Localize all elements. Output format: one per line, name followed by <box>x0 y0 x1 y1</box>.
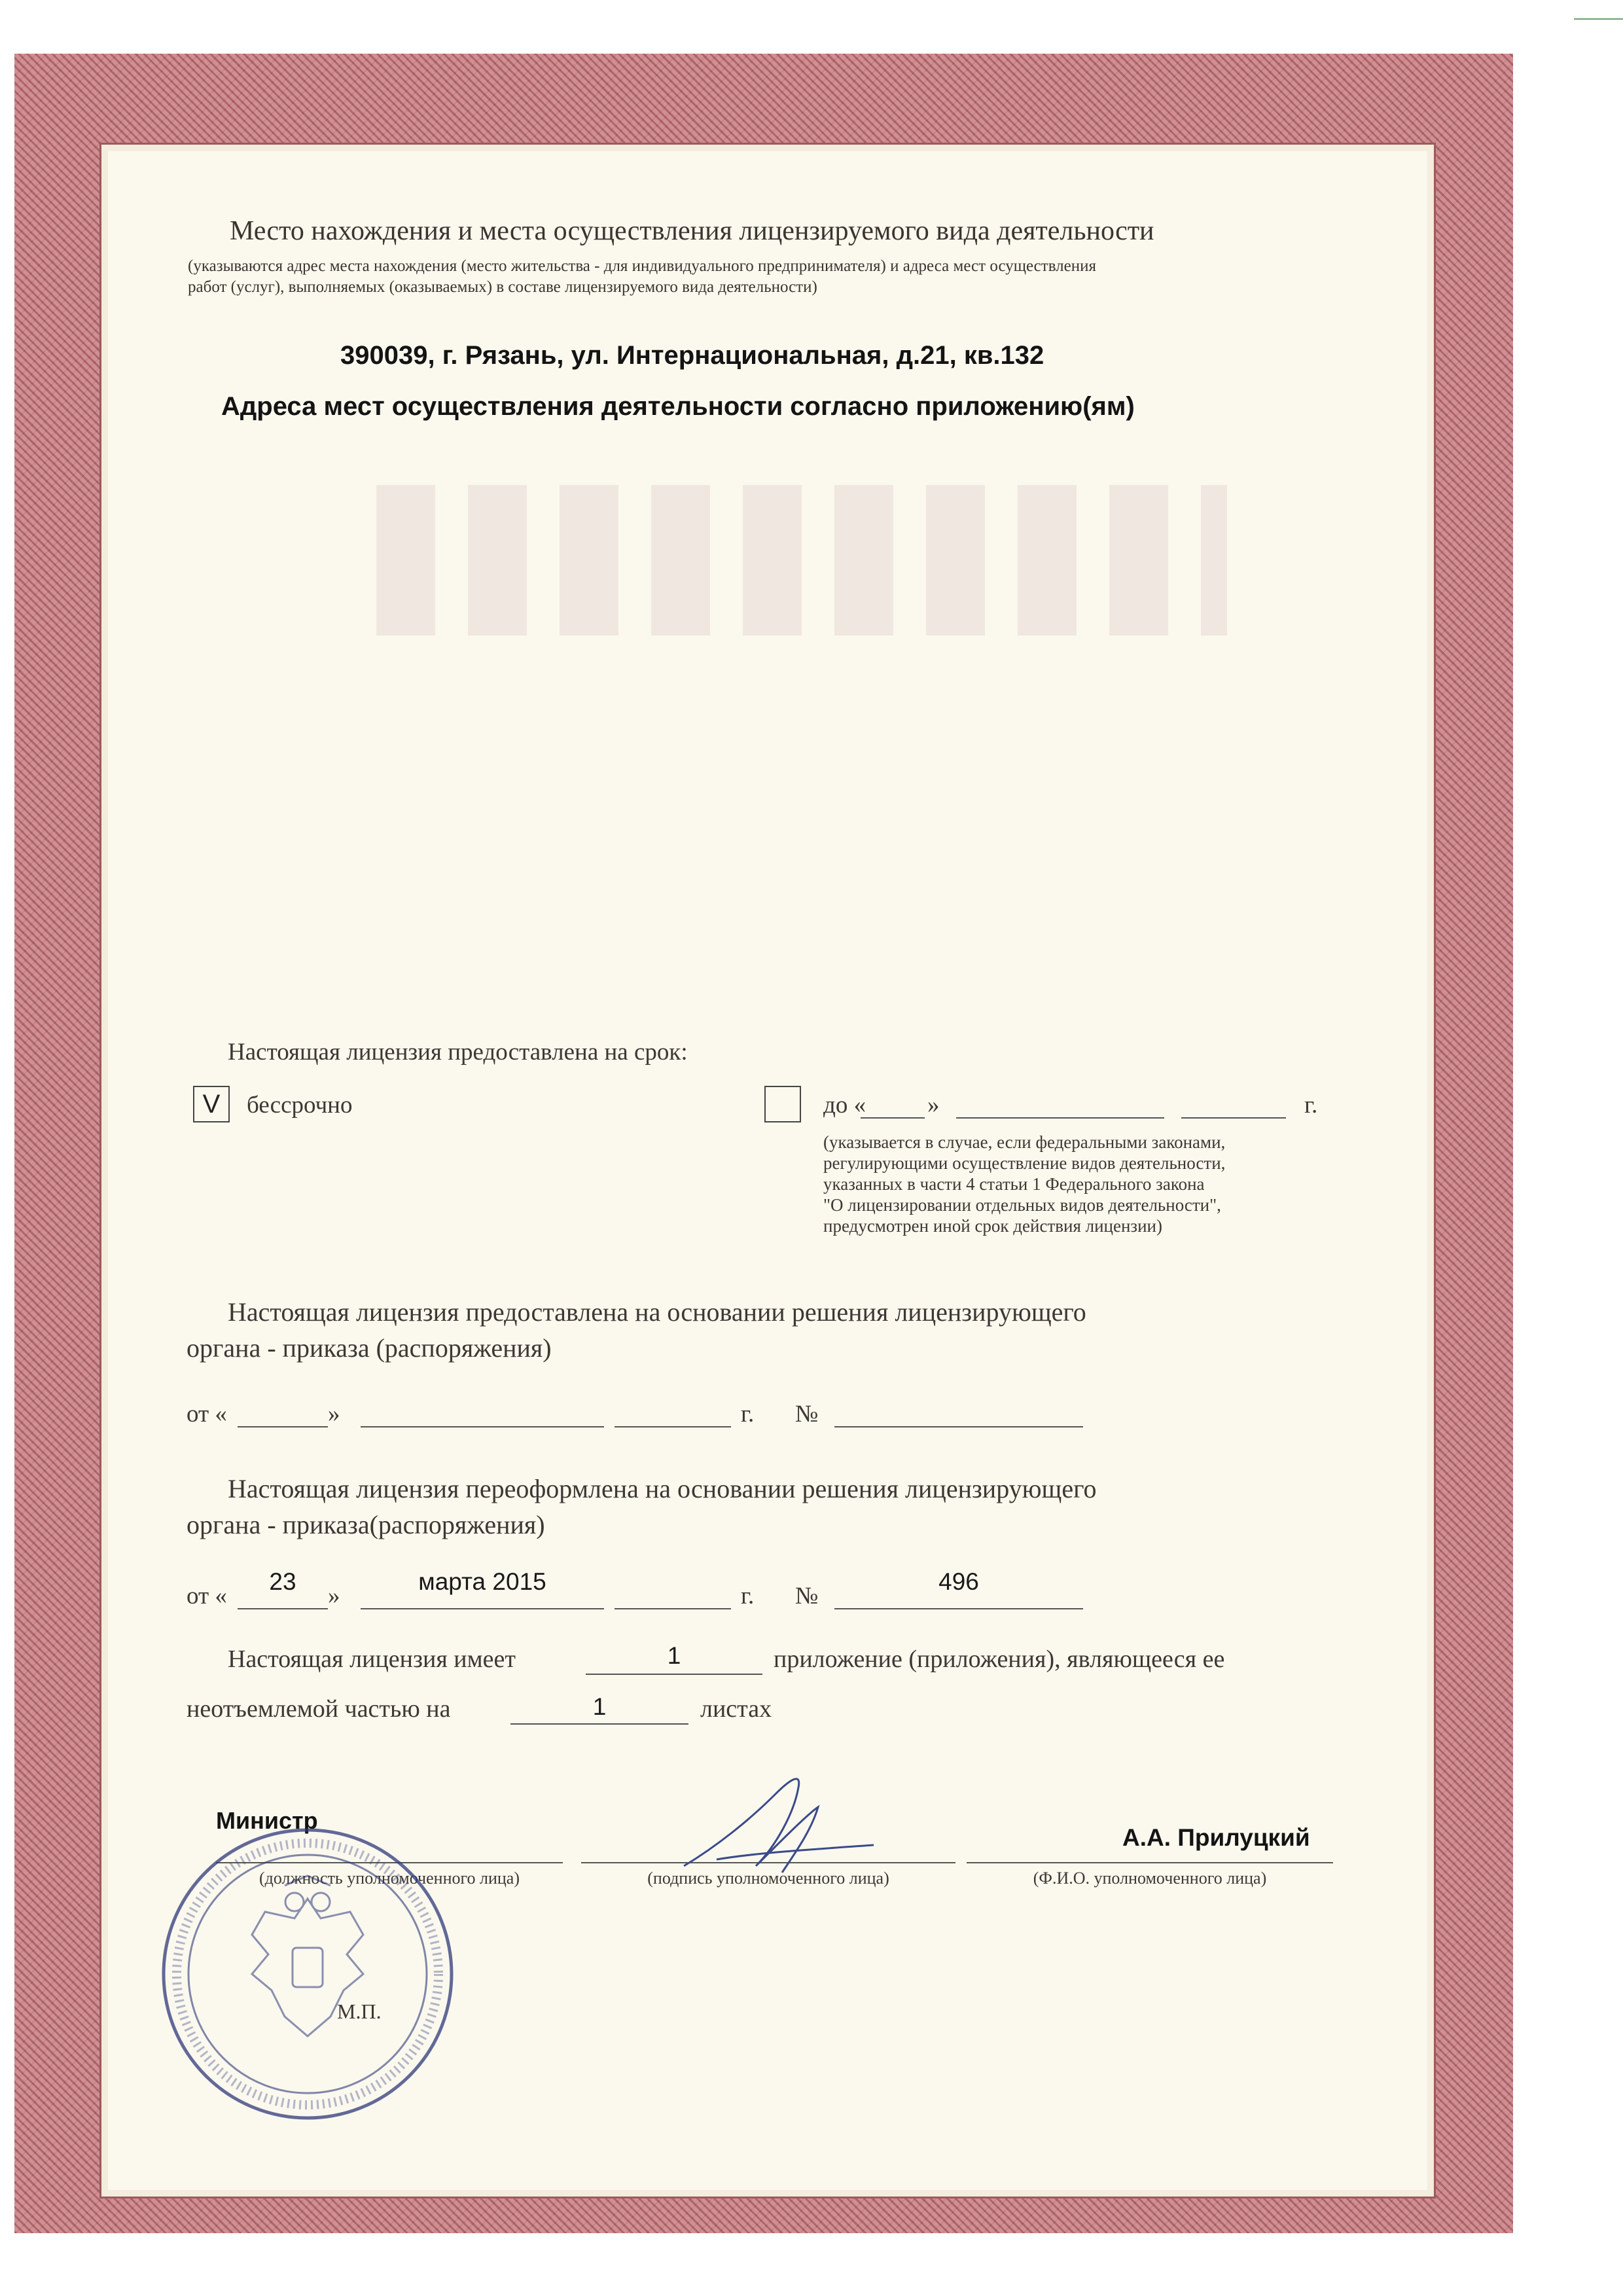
until-date-checkbox[interactable] <box>764 1086 801 1122</box>
reissue-year-suffix: г. <box>741 1583 755 1609</box>
until-mid: » <box>927 1092 940 1119</box>
until-year-line <box>1181 1117 1286 1119</box>
reissue-year-line <box>615 1608 731 1609</box>
official-stamp <box>154 1820 461 2128</box>
appendix-suffix: приложение (приложения), являющееся ее <box>774 1645 1225 1673</box>
appendix-sheets-line <box>510 1723 688 1725</box>
until-month-line <box>956 1117 1164 1119</box>
appendix-count: 1 <box>667 1642 681 1669</box>
basis-number-line <box>834 1426 1083 1427</box>
reissue-month-line <box>361 1608 604 1609</box>
appendix-line2-suffix: листах <box>700 1695 772 1723</box>
reverse-watermark <box>376 485 1227 636</box>
basis-year-suffix: г. <box>741 1401 755 1427</box>
handwritten-signature <box>677 1768 887 1879</box>
term-note-line-5: предусмотрен иной срок действия лицензии) <box>823 1216 1162 1236</box>
stamp-place-mark: М.П. <box>337 2000 382 2023</box>
reissue-day: 23 <box>269 1568 296 1595</box>
appendix-sheets: 1 <box>592 1693 607 1720</box>
basis-line-1: Настоящая лицензия предоставлена на основании решения лицензирующего <box>228 1297 1086 1327</box>
reissue-line-1: Настоящая лицензия переоформлена на основании решения лицензирующего <box>228 1474 1097 1503</box>
term-note <box>823 1132 1334 1236</box>
caption-name: (Ф.И.О. уполномоченного лица) <box>1033 1869 1267 1888</box>
basis-from-prefix: от « <box>187 1401 227 1427</box>
term-intro: Настоящая лицензия предоставлена на срок: <box>228 1039 688 1066</box>
basis-year-line <box>615 1426 731 1427</box>
appendix-line2-prefix: неотъемлемой частью на <box>187 1695 451 1723</box>
until-day-line <box>861 1117 925 1119</box>
signatory-position: Министр <box>216 1807 318 1834</box>
caption-position: (должность уполномоченного лица) <box>259 1869 520 1888</box>
section-subtitle-2: работ (услуг), выполняемых (оказываемых) в составе лицензируемого вида деятельности) <box>188 278 817 296</box>
section-title: Место нахождения и места осуществления лицензируемого вида деятельности <box>230 216 1154 246</box>
perpetual-checkbox[interactable]: V <box>193 1086 230 1122</box>
appendix-address-note: Адреса мест осуществления деятельности согласно приложению(ям) <box>221 392 1135 421</box>
basis-line-2: органа - приказа (распоряжения) <box>187 1333 552 1363</box>
term-note-line-4: "О лицензировании отдельных видов деятельности", <box>823 1195 1221 1215</box>
term-note-line-3: указанных в части 4 статьи 1 Федерального закона <box>823 1174 1205 1194</box>
until-year-suffix: г. <box>1304 1092 1318 1119</box>
reissue-number: 496 <box>938 1568 979 1595</box>
main-address: 390039, г. Рязань, ул. Интернациональная, д.21, кв.132 <box>340 341 1044 370</box>
corner-mark <box>1574 18 1623 20</box>
basis-day-line <box>238 1426 328 1427</box>
until-prefix: до « <box>823 1092 866 1119</box>
term-note-line-1: (указывается в случае, если федеральными законами, <box>823 1132 1226 1152</box>
document-paper <box>99 143 1436 2198</box>
basis-number-sign: № <box>795 1401 819 1427</box>
term-note-line-2: регулирующими осуществление видов деятельности, <box>823 1153 1226 1173</box>
basis-month-line <box>361 1426 604 1427</box>
basis-from-mid: » <box>328 1401 340 1427</box>
section-subtitle-1: (указываются адрес места нахождения (место жительства - для индивидуального предпринимателя) и адреса мест осуществления <box>188 257 1097 275</box>
perpetual-label: бессрочно <box>247 1092 353 1119</box>
reissue-month-year: марта 2015 <box>418 1568 546 1595</box>
appendix-prefix: Настоящая лицензия имеет <box>228 1645 516 1673</box>
reissue-number-sign: № <box>795 1583 819 1609</box>
reissue-number-line <box>834 1608 1083 1609</box>
reissue-day-line <box>238 1608 328 1609</box>
name-line <box>967 1862 1333 1863</box>
reissue-from-prefix: от « <box>187 1583 227 1609</box>
signatory-name: А.А. Прилуцкий <box>1122 1824 1310 1851</box>
caption-signature: (подпись уполномоченного лица) <box>647 1869 889 1888</box>
reissue-from-mid: » <box>328 1583 340 1609</box>
reissue-line-2: органа - приказа(распоряжения) <box>187 1510 545 1539</box>
appendix-count-line <box>586 1674 762 1675</box>
